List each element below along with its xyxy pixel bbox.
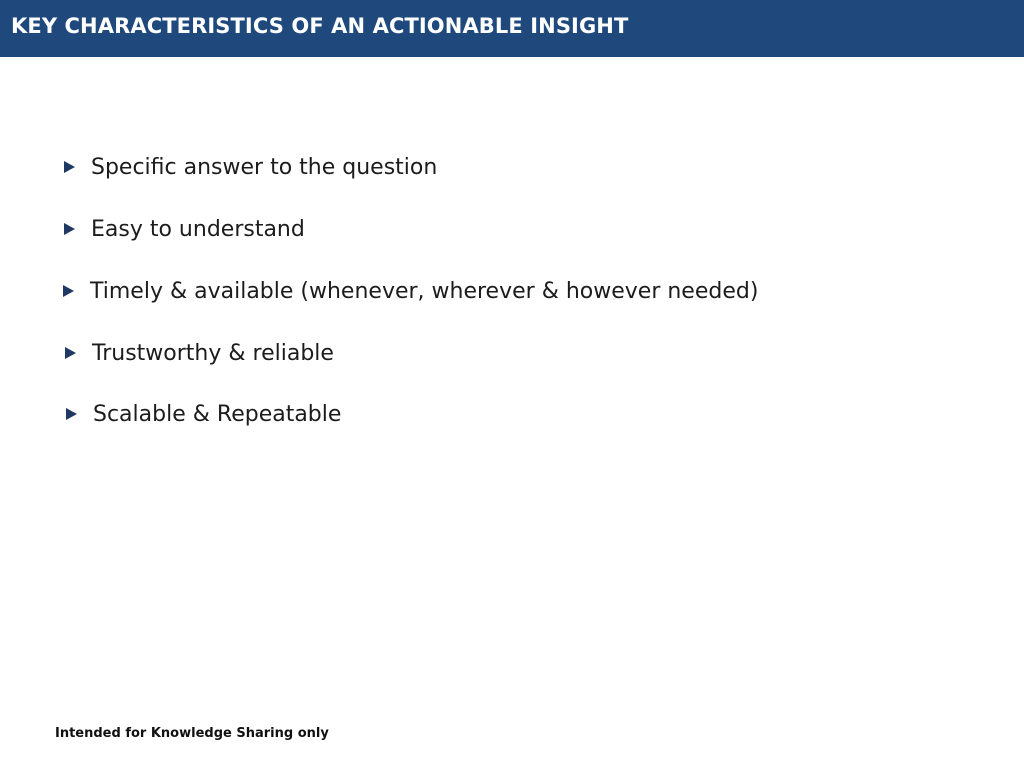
bullet-item: [64, 152, 437, 182]
triangle-bullet-icon: [64, 223, 75, 235]
bullet-item: [66, 399, 341, 429]
footer-note: Intended for Knowledge Sharing only: [55, 726, 329, 741]
bullet-item: [65, 338, 334, 368]
bullet-item: [63, 276, 758, 306]
bullet-text: Trustworthy & reliable: [92, 340, 334, 366]
triangle-bullet-icon: [64, 161, 75, 173]
triangle-bullet-icon: [63, 285, 74, 297]
bullet-text: Timely & available (whenever, wherever & however needed): [90, 278, 759, 304]
bullet-text: Specific answer to the question: [91, 154, 438, 180]
triangle-bullet-icon: [66, 408, 77, 420]
bullet-item: [64, 214, 305, 244]
bullet-text: Easy to understand: [91, 216, 305, 242]
triangle-bullet-icon: [65, 347, 76, 359]
slide-title: KEY CHARACTERISTICS OF AN ACTIONABLE INSIGHT: [11, 14, 629, 38]
bullet-text: Scalable & Repeatable: [93, 401, 342, 427]
